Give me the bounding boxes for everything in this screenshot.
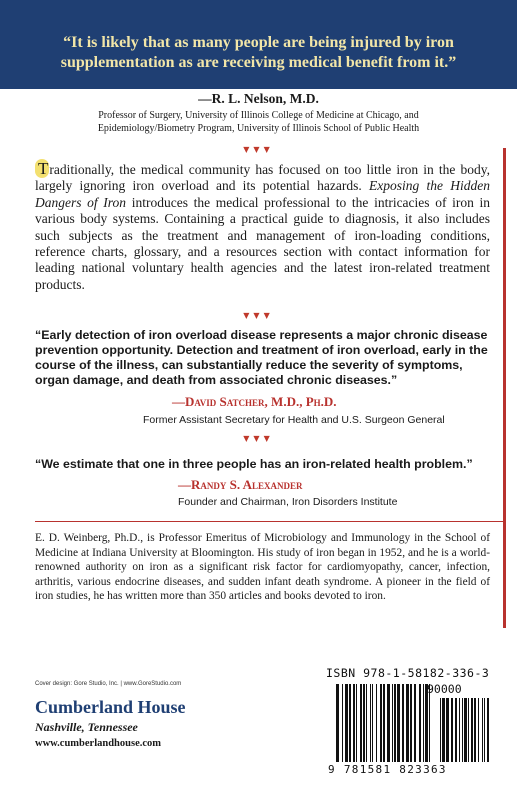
barcode-bar xyxy=(345,684,348,762)
satcher-credit: Former Assistant Secretary for Health and U.S. Surgeon General xyxy=(143,414,445,426)
barcode-bar xyxy=(380,684,382,762)
barcode-bar xyxy=(406,684,409,762)
satcher-quote: “Early detection of iron overload disease represents a major chronic disease prevention opportunity. Detection and treatment of iron overload, early in the course of the illness, can substantially reduce the severity of symptoms, organ damage, and death from associated chronic diseases.” xyxy=(35,328,488,387)
barcode-bar xyxy=(383,684,385,762)
barcode-bar xyxy=(442,698,445,762)
nelson-credit-line-1: Professor of Surgery, University of Illinois College of Medicine at Chicago, and xyxy=(98,110,419,121)
barcode-bar xyxy=(482,698,483,762)
barcode-bar xyxy=(356,684,357,762)
barcode-bar xyxy=(487,698,489,762)
barcode-bar xyxy=(455,698,457,762)
barcode-bar xyxy=(484,698,485,762)
barcode-bar xyxy=(353,684,355,762)
barcode-bar xyxy=(376,684,377,762)
barcode-bar xyxy=(349,684,351,762)
barcode-bar xyxy=(394,684,396,762)
barcode-bar xyxy=(387,684,390,762)
barcode-bar xyxy=(363,684,365,762)
barcode-bar xyxy=(423,684,424,762)
barcode-bar xyxy=(336,684,339,762)
barcode-bar xyxy=(402,684,404,762)
alexander-quote: “We estimate that one in three people has an iron-related health problem.” xyxy=(35,457,473,471)
price-addon-bars xyxy=(440,698,489,762)
barcode-bar xyxy=(410,684,412,762)
barcode-bar xyxy=(446,698,449,762)
satcher-attribution: —David Satcher, M.D., Ph.D. xyxy=(172,394,337,409)
ean-barcode-bars xyxy=(336,684,430,762)
barcode-bar xyxy=(419,684,421,762)
description-text-2: introduces the medical professional to the intricacies of iron in various body systems. Containing a practical guide to diagnosis, it also includes such subjects as the treatment and management of iron-loading conditions, reference charts, glossary, and a resources section with contact information for leading national voluntary health agencies and the latest iron-related treatment products. xyxy=(35,194,490,292)
alexander-attribution: —Randy S. Alexander xyxy=(178,477,303,492)
publisher-name: Cumberland House xyxy=(35,697,186,717)
publisher-website: www.cumberlandhouse.com xyxy=(35,738,162,749)
banner-quote: “It is likely that as many people are being injured by iron supplementation as are receiving medical benefit from it.” xyxy=(60,34,457,71)
triangle-separator-1: ▼▼▼ xyxy=(243,145,274,154)
barcode-bar xyxy=(370,684,371,762)
barcode-bar xyxy=(392,684,393,762)
barcode-bar xyxy=(459,698,460,762)
barcode-area xyxy=(314,662,503,777)
book-title: Exposing the Hidden Dangers of Iron xyxy=(35,178,491,210)
barcode-bar xyxy=(471,698,473,762)
barcode-bar xyxy=(414,684,416,762)
barcode-bar xyxy=(397,684,400,762)
book-description xyxy=(35,161,490,293)
barcode-bar xyxy=(478,698,479,762)
barcode-bar xyxy=(342,684,343,762)
barcode-bar xyxy=(474,698,476,762)
barcode-bar xyxy=(451,698,453,762)
isbn-label: ISBN 978-1-58182-336-3 xyxy=(326,666,490,680)
red-edge-bar xyxy=(503,148,506,628)
barcode-bar xyxy=(366,684,367,762)
barcode-bar xyxy=(468,698,469,762)
publisher-city: Nashville, Tennessee xyxy=(35,720,138,734)
barcode-bar xyxy=(464,698,467,762)
section-divider xyxy=(35,521,503,522)
cover-design-credit: Cover design: Gore Studio, Inc. | www.GoreStudio.com xyxy=(35,681,182,687)
barcode-bar xyxy=(360,684,362,762)
description-text-1: raditionally, the medical community has focused on too little iron in the body, largely ignoring iron overload and its potential hazards. xyxy=(35,162,490,194)
nelson-credit-line-2: Epidemiology/Biometry Program, University of Illinois School of Public Health xyxy=(97,123,420,134)
barcode-bar xyxy=(372,684,373,762)
barcode-bar xyxy=(440,698,441,762)
nelson-attribution: —R. L. Nelson, M.D. xyxy=(198,91,319,106)
triangle-separator-3: ▼▼▼ xyxy=(243,434,274,443)
drop-cap-letter: T xyxy=(35,159,49,178)
price-code-label: 90000 xyxy=(427,682,462,696)
ean-number: 9 781581 823363 xyxy=(328,763,447,776)
barcode-bar xyxy=(462,698,463,762)
top-quote-banner xyxy=(0,0,517,89)
triangle-separator-2: ▼▼▼ xyxy=(243,311,274,320)
author-bio: E. D. Weinberg, Ph.D., is Professor Emeritus of Microbiology and Immunology in the School of Medicine at Indiana University at Bloomington. His study of iron began in 1952, and he is a world-renowned authority on iron as a significant risk factor for cardiomyopathy, cancer, infection, arthritis, various endocrine diseases, and sudden infant death syndrome. A pioneer in the field of iron studies, he has written more than 350 articles and books devoted to iron. xyxy=(35,532,490,603)
alexander-credit: Founder and Chairman, Iron Disorders Institute xyxy=(178,496,398,508)
